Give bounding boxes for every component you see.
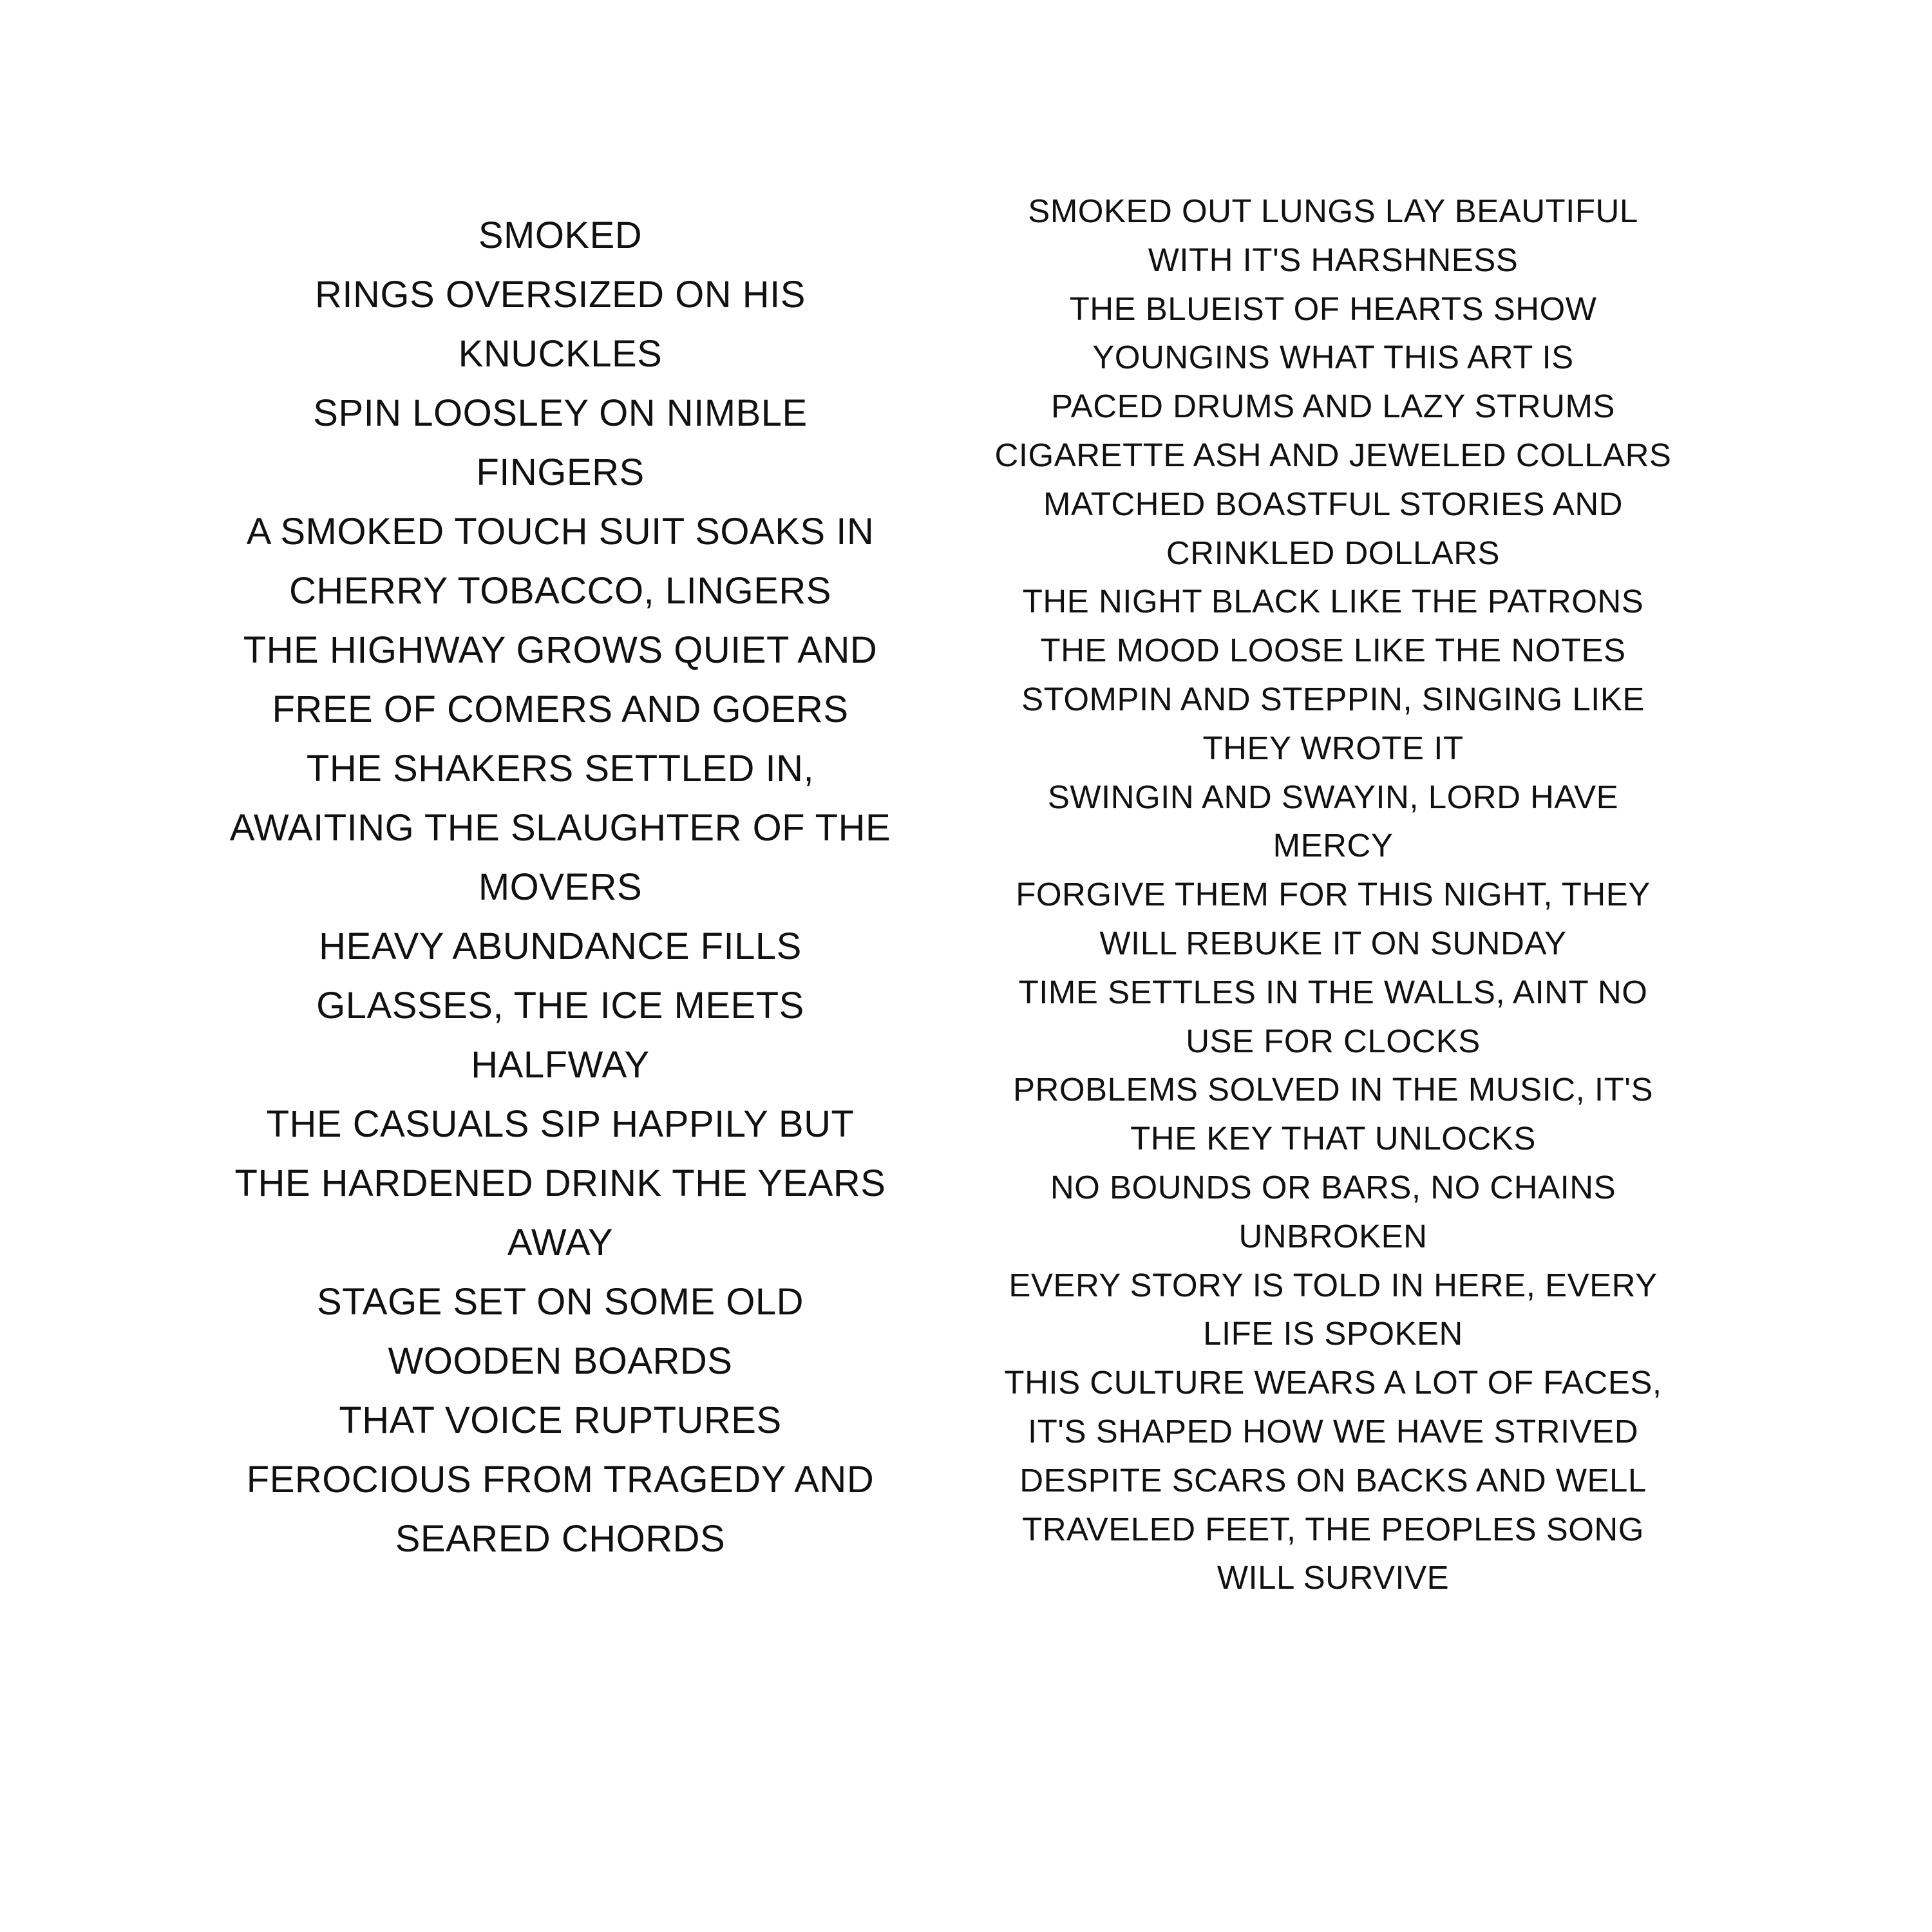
poem-line: GLASSES, THE ICE MEETS — [316, 985, 804, 1027]
poem-line: LIFE IS SPOKEN — [1203, 1315, 1463, 1352]
poem-line: NO BOUNDS OR BARS, NO CHAINS — [1050, 1168, 1616, 1206]
poem-line: PROBLEMS SOLVED IN THE MUSIC, IT'S — [1012, 1071, 1654, 1108]
poem-line: CRINKLED DOLLARS — [1166, 534, 1501, 571]
poem-line: THE NIGHT BLACK LIKE THE PATRONS — [1022, 583, 1644, 620]
poem-line: MATCHED BOASTFUL STORIES AND — [1043, 485, 1624, 522]
poem-line: IT'S SHAPED HOW WE HAVE STRIVED — [1027, 1412, 1639, 1450]
poem-line: HALFWAY — [471, 1044, 650, 1086]
poem-right-column — [972, 187, 1694, 1602]
poem-line: AWAY — [507, 1222, 614, 1264]
poem-line: RINGS OVERSIZED ON HIS — [315, 274, 806, 316]
poem-line: SEARED CHORDS — [395, 1518, 726, 1560]
poem-line: YOUNGINS WHAT THIS ART IS — [1092, 339, 1574, 376]
poem-line: THE BLUEIST OF HEARTS SHOW — [1069, 290, 1597, 327]
poem-line: SWINGIN AND SWAYIN, LORD HAVE — [1047, 778, 1619, 815]
poem-line: SMOKED — [478, 214, 643, 256]
poem-line: MERCY — [1273, 827, 1394, 864]
poem-line: CIGARETTE ASH AND JEWELED COLLARS — [994, 436, 1672, 473]
poem-line: THE CASUALS SIP HAPPILY BUT — [266, 1103, 855, 1145]
poem-line: THEY WROTE IT — [1202, 729, 1464, 766]
poem-line: STAGE SET ON SOME OLD — [316, 1281, 804, 1323]
poem-line: CHERRY TOBACCO, LINGERS — [289, 570, 831, 612]
poem-line: WILL SURVIVE — [1217, 1559, 1450, 1596]
poem-line: SMOKED OUT LUNGS LAY BEAUTIFUL — [1028, 193, 1638, 229]
poem-line: HEAVY ABUNDANCE FILLS — [319, 925, 802, 967]
poem-line: A SMOKED TOUCH SUIT SOAKS IN — [246, 511, 875, 553]
poem-line: FREE OF COMERS AND GOERS — [272, 688, 849, 730]
poem-line: TRAVELED FEET, THE PEOPLES SONG — [1022, 1510, 1644, 1548]
poem-line: SPIN LOOSLEY ON NIMBLE — [313, 392, 808, 434]
poem-line: WILL REBUKE IT ON SUNDAY — [1099, 924, 1567, 961]
poem-line: WOODEN BOARDS — [388, 1340, 733, 1382]
poem-line: KNUCKLES — [458, 333, 663, 375]
poem-line: THE HIGHWAY GROWS QUIET AND — [243, 629, 878, 671]
poem-left-column — [187, 206, 934, 1569]
poem-line: THE SHAKERS SETTLED IN, — [306, 748, 815, 790]
poem-line: MOVERS — [478, 866, 643, 908]
poem-line: DESPITE SCARS ON BACKS AND WELL — [1019, 1461, 1647, 1499]
poem-line: FORGIVE THEM FOR THIS NIGHT, THEY — [1016, 876, 1651, 913]
poem-line: THE HARDENED DRINK THE YEARS — [234, 1162, 886, 1204]
poem-line: STOMPIN AND STEPPIN, SINGING LIKE — [1021, 680, 1645, 717]
poem-line: PACED DRUMS AND LAZY STRUMS — [1051, 388, 1615, 425]
poem-line: USE FOR CLOCKS — [1186, 1022, 1481, 1059]
poem-line: EVERY STORY IS TOLD IN HERE, EVERY — [1009, 1266, 1658, 1303]
poem-line: THE KEY THAT UNLOCKS — [1130, 1120, 1536, 1157]
poem-line: UNBROKEN — [1238, 1217, 1428, 1255]
poem-line: FEROCIOUS FROM TRAGEDY AND — [246, 1459, 875, 1501]
poem-line: AWAITING THE SLAUGHTER OF THE — [229, 807, 891, 849]
poem-line: THIS CULTURE WEARS A LOT OF FACES, — [1004, 1364, 1662, 1401]
poem-line: TIME SETTLES IN THE WALLS, AINT NO — [1018, 973, 1648, 1010]
poem-line: WITH IT'S HARSHNESS — [1148, 241, 1519, 278]
poem-line: THE MOOD LOOSE LIKE THE NOTES — [1040, 632, 1626, 669]
poem-line: FINGERS — [476, 451, 645, 493]
poem-line: THAT VOICE RUPTURES — [339, 1399, 782, 1441]
